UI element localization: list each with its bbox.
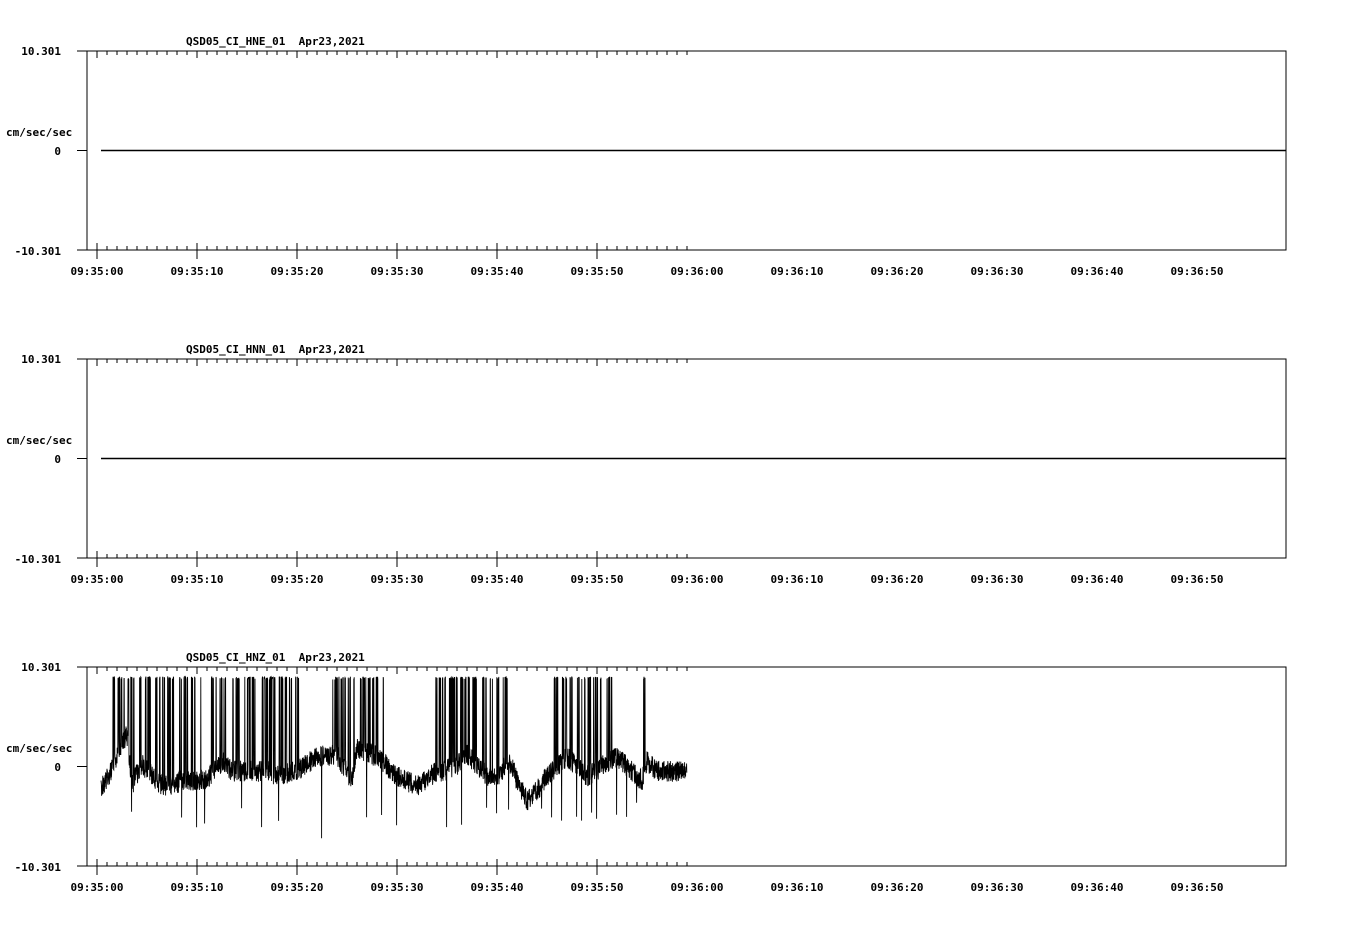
panel-hnz-xtick-label: 09:35:50 [570, 881, 624, 894]
panel-hnn-xtick-label: 09:36:20 [870, 573, 924, 586]
panel-hnz-xtick-label: 09:36:10 [770, 881, 824, 894]
panel-hne-xtick-label: 09:36:20 [870, 265, 924, 278]
panel-hnz-ylabel: cm/sec/sec [6, 742, 73, 755]
panel-hne-xtick-label: 09:35:40 [470, 265, 524, 278]
panel-hnn-xtick-label: 09:36:00 [670, 573, 724, 586]
panel-hnn-xtick-label: 09:35:00 [70, 573, 124, 586]
panel-hnz-xtick-label: 09:35:30 [370, 881, 424, 894]
panel-hne-ytick-top: 10.301 [21, 45, 61, 58]
panel-hnn-xtick-label: 09:35:40 [470, 573, 524, 586]
panel-hne-xtick-label: 09:35:50 [570, 265, 624, 278]
panel-hnz-xtick-label: 09:36:30 [970, 881, 1024, 894]
panel-hnn-ytick-top: 10.301 [21, 353, 61, 366]
panel-hnn-xtick-label: 09:36:50 [1170, 573, 1224, 586]
panel-hne-xtick-label: 09:35:30 [370, 265, 424, 278]
panel-hne-xtick-label: 09:35:00 [70, 265, 124, 278]
panel-hnn-xtick-label: 09:35:30 [370, 573, 424, 586]
panel-hnz-xtick-label: 09:36:50 [1170, 881, 1224, 894]
panel-hnz-xtick-label: 09:36:40 [1070, 881, 1124, 894]
panel-hne-xtick-label: 09:36:50 [1170, 265, 1224, 278]
panel-hnn-xtick-label: 09:35:20 [270, 573, 324, 586]
panel-hne-xtick-label: 09:36:00 [670, 265, 724, 278]
panel-hne-xtick-label: 09:36:10 [770, 265, 824, 278]
panel-hnn-xtick-label: 09:35:50 [570, 573, 624, 586]
panel-hne-ytick-zero: 0 [54, 145, 61, 158]
panel-hnn-ytick-zero: 0 [54, 453, 61, 466]
panel-hnn-xtick-label: 09:35:10 [170, 573, 224, 586]
panel-hnn-title: QSD05_CI_HNN_01 Apr23,2021 [186, 343, 365, 356]
panel-hnz-xtick-label: 09:35:00 [70, 881, 124, 894]
panel-hne-ytick-bottom: -10.301 [14, 245, 61, 258]
panel-hnn-xtick-label: 09:36:40 [1070, 573, 1124, 586]
panel-hnz-ytick-top: 10.301 [21, 661, 61, 674]
panel-hnn-ytick-bottom: -10.301 [14, 553, 61, 566]
panel-hnz-xtick-label: 09:35:10 [170, 881, 224, 894]
panel-hne-xtick-label: 09:35:10 [170, 265, 224, 278]
panel-hne-xtick-label: 09:36:40 [1070, 265, 1124, 278]
panel-hnz-title: QSD05_CI_HNZ_01 Apr23,2021 [186, 651, 365, 664]
panel-hnn-ylabel: cm/sec/sec [6, 434, 73, 447]
panel-hnn-xtick-label: 09:36:30 [970, 573, 1024, 586]
panel-hnz-ytick-zero: 0 [54, 761, 61, 774]
panel-hnz-ytick-bottom: -10.301 [14, 861, 61, 874]
panel-hne-ylabel: cm/sec/sec [6, 126, 73, 139]
panel-hne-xtick-label: 09:36:30 [970, 265, 1024, 278]
panel-hnz-xtick-label: 09:36:20 [870, 881, 924, 894]
panel-hnz-xtick-label: 09:36:00 [670, 881, 724, 894]
panel-hnn-xtick-label: 09:36:10 [770, 573, 824, 586]
panel-hne-xtick-label: 09:35:20 [270, 265, 324, 278]
panel-hne-title: QSD05_CI_HNE_01 Apr23,2021 [186, 35, 365, 48]
panel-hnz-xtick-label: 09:35:20 [270, 881, 324, 894]
panel-hnz-xtick-label: 09:35:40 [470, 881, 524, 894]
